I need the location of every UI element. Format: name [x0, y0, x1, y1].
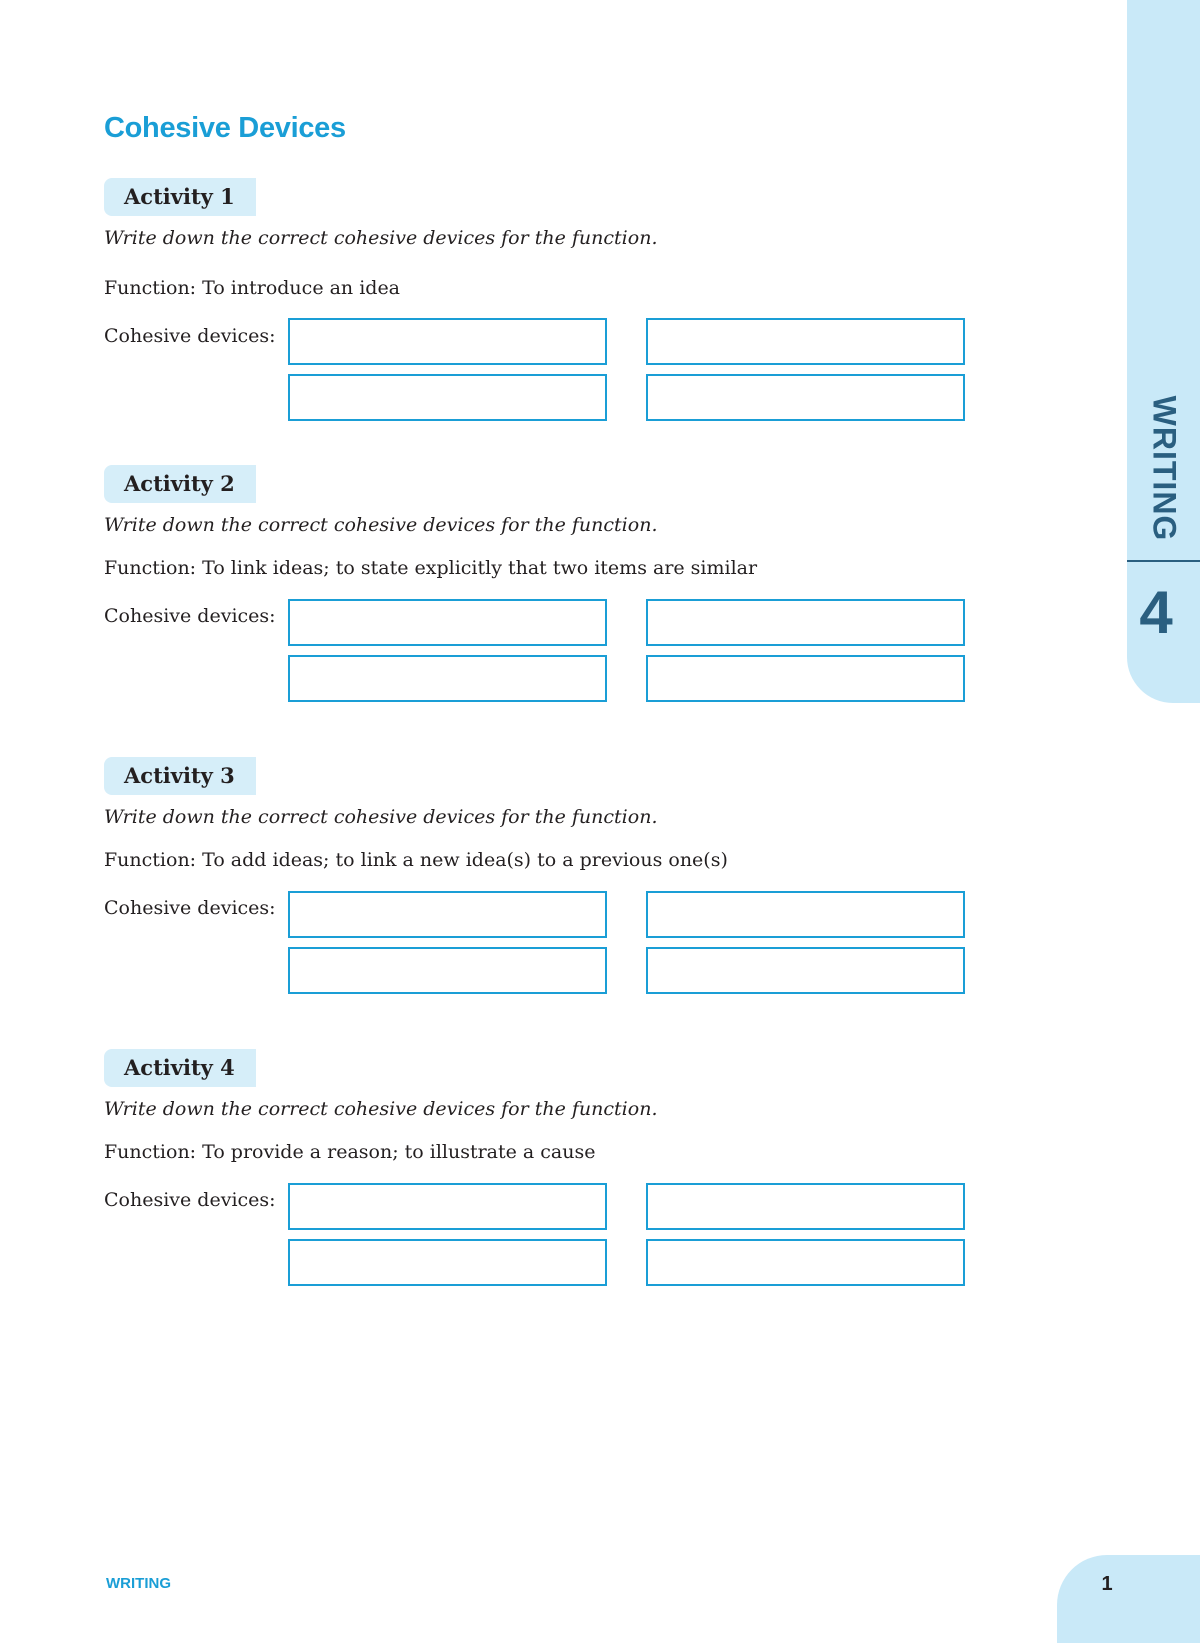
activity-badge: Activity 3	[104, 757, 256, 795]
activity-3	[104, 757, 984, 997]
page-title: Cohesive Devices	[104, 112, 346, 144]
answer-box-4[interactable]	[646, 947, 965, 994]
answer-box-3[interactable]	[288, 947, 607, 994]
activity-instruction: Write down the correct cohesive devices for the function.	[104, 1098, 658, 1120]
answer-box-4[interactable]	[646, 374, 965, 421]
answer-box-4[interactable]	[646, 655, 965, 702]
answer-box-2[interactable]	[646, 599, 965, 646]
footer-section-label: WRITING	[106, 1575, 171, 1592]
page-number: 1	[1101, 1573, 1113, 1595]
cohesive-devices-label: Cohesive devices:	[104, 897, 276, 919]
activity-badge: Activity 1	[104, 178, 256, 216]
activity-instruction: Write down the correct cohesive devices for the function.	[104, 806, 658, 828]
answer-box-1[interactable]	[288, 318, 607, 365]
chapter-number: 4	[1139, 579, 1173, 646]
cohesive-devices-label: Cohesive devices:	[104, 325, 276, 347]
answer-box-2[interactable]	[646, 318, 965, 365]
chapter-side-label-text: WRITING	[1146, 395, 1183, 541]
answer-box-3[interactable]	[288, 1239, 607, 1286]
answer-box-1[interactable]	[288, 599, 607, 646]
answer-box-2[interactable]	[646, 1183, 965, 1230]
activity-function: Function: To add ideas; to link a new idea(s) to a previous one(s)	[104, 849, 728, 871]
answer-box-1[interactable]	[288, 891, 607, 938]
answer-box-3[interactable]	[288, 655, 607, 702]
chapter-side-divider	[1127, 560, 1200, 562]
activity-badge: Activity 2	[104, 465, 256, 503]
cohesive-devices-label: Cohesive devices:	[104, 605, 276, 627]
answer-box-2[interactable]	[646, 891, 965, 938]
cohesive-devices-label: Cohesive devices:	[104, 1189, 276, 1211]
activity-2	[104, 465, 984, 705]
activity-badge: Activity 4	[104, 1049, 256, 1087]
activity-4	[104, 1049, 984, 1289]
activity-instruction: Write down the correct cohesive devices for the function.	[104, 227, 658, 249]
page-number-tab	[1057, 1555, 1200, 1643]
chapter-side-label	[1136, 395, 1192, 541]
activity-function: Function: To link ideas; to state explicitly that two items are similar	[104, 557, 758, 579]
activity-function: Function: To provide a reason; to illustrate a cause	[104, 1141, 596, 1163]
answer-box-4[interactable]	[646, 1239, 965, 1286]
answer-box-3[interactable]	[288, 374, 607, 421]
activity-function: Function: To introduce an idea	[104, 277, 401, 299]
activity-1	[104, 178, 984, 418]
answer-box-1[interactable]	[288, 1183, 607, 1230]
activity-instruction: Write down the correct cohesive devices for the function.	[104, 514, 658, 536]
